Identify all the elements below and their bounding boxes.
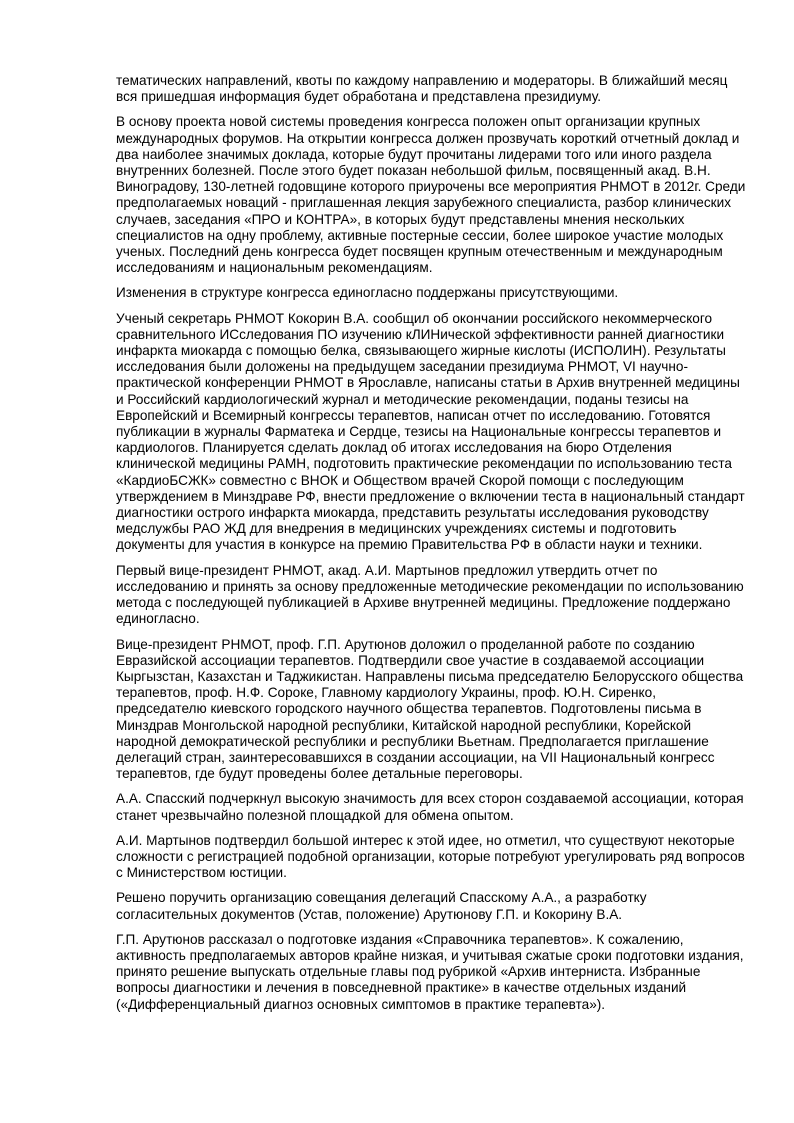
paragraph-congress-topics: тематических направлений, квоты по каждому направлению и модераторы. В ближайший месяц вся пришедшая информация будет обработана и представлена президиуму. — [116, 73, 728, 105]
paragraph-new-congress-system: В основу проекта новой системы проведения конгресса положен опыт организации крупных международных форумов. На открытии конгресса должен прозвучать короткий отчетный доклад и два наиболее значимых доклада, которые будут прочитаны лидерами того или иного раздела внутренних болезней. После этого будет показан небольшой фильм, посвященный акад. В.Н. Виноградову, 130-летней годовщине которого приурочены все мероприятия РНМОТ в 2012г. Среди предполагаемых новаций - приглашенная лекция зарубежного специалиста, разбор клинических случаев, заседания «ПРО и КОНТРА», в которых будут представлены мнения нескольких специалистов на одну проблему, активные постерные сессии, более широкое участие молодых ученых. Последний день конгресса будет посвящен крупным отечественным и международным исследованиям и национальным рекомендациям. — [116, 114, 746, 276]
document-page — [116, 73, 746, 1022]
paragraph-eurasian-association: Вице-президент РНМОТ, проф. Г.П. Арутюнов доложил о проделанной работе по созданию Евразийской ассоциации терапевтов. Подтвердили свое участие в создаваемой ассоциации Кыргызстан, Казахстан и Таджикистан. Направлены письма председателю Белорусского общества терапевтов, проф. Н.Ф. Сороке, Главному кардиологу Украины, проф. Ю.Н. Сиренко, председателю киевского городского научного общества терапевтов. Подготовлены письма в Минздрав Монгольской народной республики, Китайской народной республики, Корейской народной демократической республики и республики Вьетнам. Предполагается приглашение делегаций стран, заинтересовавшихся в создании ассоциации, на VII Национальный конгресс терапевтов, где будут проведены более детальные переговоры. — [116, 636, 744, 782]
paragraph-changes-supported: Изменения в структуре конгресса единогласно поддержаны присутствующими. — [116, 285, 619, 301]
paragraph-ispolin-study: Ученый секретарь РНМОТ Кокорин В.А. сообщил об окончании российского некоммерческого сравнительного ИСследования ПО изучению кЛИНической эффективности ранней диагностики инфаркта миокарда с помощью белка, связывающего жирные кислоты (ИСПОЛИН). Результаты исследования были доложены на предыдущем заседании президиума РНМОТ, VI научно-практической конференции РНМОТ в Ярославле, написаны статьи в Архив внутренней медицины и Российский кардиологический журнал и методические рекомендации, поданы тезисы на Европейский и Всемирный конгрессы терапевтов, написан отчет по исследованию. Готовятся публикации в журналы Фарматека и Сердце, тезисы на Национальные конгрессы терапевтов и кардиологов. Планируется сделать доклад об итогах исследования на бюро Отделения клинической медицины РАМН, подготовить практические рекомендации по использованию теста «КардиоБСЖК» совместно с ВНОК и Обществом врачей Скорой помощи с последующим утверждением в Минздраве РФ, внести предложение о включении теста в национальный стандарт диагностики острого инфаркта миокарда, представить результаты исследования руководству медслужбы РАО ЖД для внедрения в медицинских учреждениях системы и подготовить документы для участия в конкурсе на премию Правительства РФ в области науки и техники. — [116, 310, 745, 553]
paragraph-martynov-proposal: Первый вице-президент РНМОТ, акад. А.И. Мартынов предложил утвердить отчет по исследованию и принять за основу предложенные методические рекомендации по использованию метода с последующей публикацией в Архиве внутренней медицины. Предложение поддержано единогласно. — [116, 562, 744, 627]
paragraph-spassky-comment: А.А. Спасский подчеркнул высокую значимость для всех сторон создаваемой ассоциации, которая станет чрезвычайно полезной площадкой для обмена опытом. — [116, 791, 744, 823]
paragraph-martynov-comment: А.И. Мартынов подтвердил большой интерес к этой идее, но отметил, что существуют некоторые сложности с регистрацией подобной организации, которые потребуют урегулировать ряд вопросов с Министерством юстиции. — [116, 832, 745, 881]
paragraph-decision: Решено поручить организацию совещания делегаций Спасскому А.А., а разработку согласительных документов (Устав, положение) Арутюнову Г.П. и Кокорину В.А. — [116, 890, 647, 922]
paragraph-handbook: Г.П. Арутюнов рассказал о подготовке издания «Справочника терапевтов». К сожалению, активность предполагаемых авторов крайне низкая, и учитывая сжатые сроки подготовки издания, принято решение выпускать отдельные главы под рубрикой «Архив интерниста. Избранные вопросы диагностики и лечения в повседневной практике» в качестве отдельных изданий («Дифференциальный диагноз основных симптомов в практике терапевта»). — [116, 931, 744, 1012]
